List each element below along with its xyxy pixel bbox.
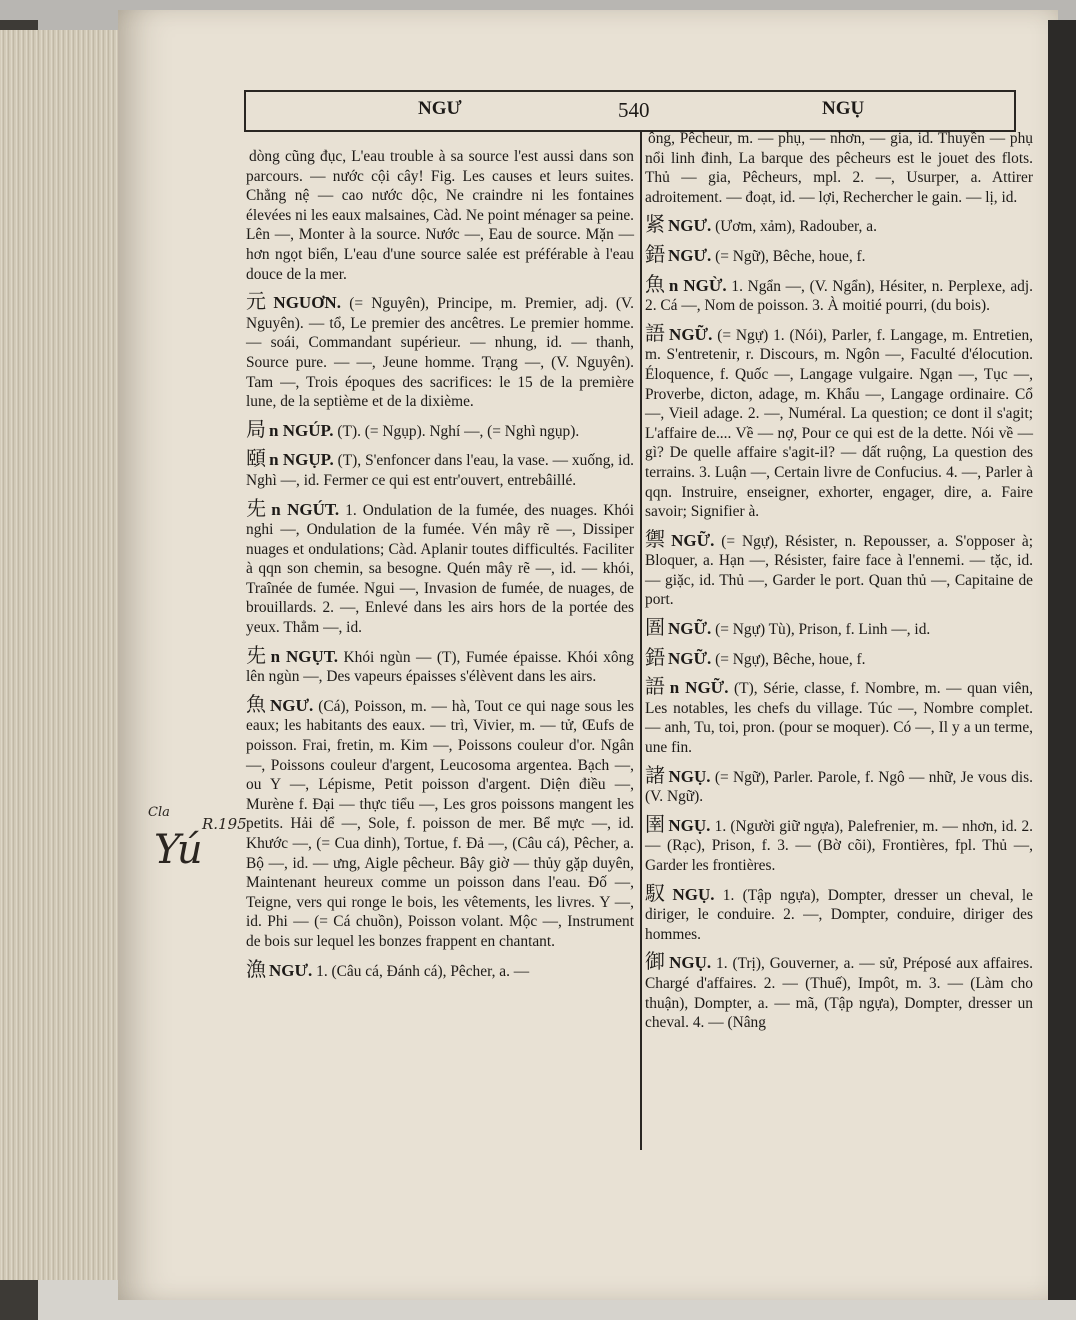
dictionary-entry [246, 446, 635, 490]
dictionary-entry [645, 212, 1033, 237]
handwritten-note-c: R.195 [202, 815, 247, 833]
entry-character: 鋙 [645, 241, 665, 266]
entry-character: 鋙 [645, 644, 665, 669]
dictionary-entry [645, 320, 1033, 522]
entry-character: 圉 [645, 811, 666, 836]
entry-headword: NGUƠN. [273, 293, 341, 313]
dictionary-entry [246, 145, 634, 284]
dictionary-entry [246, 691, 634, 952]
entry-character: 魚 [246, 691, 268, 716]
entry-character: 語 [645, 320, 667, 345]
entry-character: 局 [246, 416, 266, 441]
entry-character: 兂 [246, 495, 269, 520]
header-right-word: NGỤ [822, 98, 865, 119]
dictionary-entry [645, 615, 1033, 640]
page-edges [0, 30, 128, 1280]
entry-headword: NGƯ. [269, 960, 313, 980]
page-header [244, 90, 1016, 132]
dictionary-entry [645, 674, 1033, 757]
entry-text: dòng cũng đục, L'eau trouble à sa source l'est aussi dans son parcours. — nước cội cây! Fig. Les causes et leurs suites. Chẳng nệ — cao nước dộc, Ne craindre ni les fontaines élevées ni les eaux malsaines, Càd. Ne point ménager sa peine. Lên —, Monter à la source. Nước —, Eau de source. Mặn — hơn ngọt biển, L'eau d'une source salée est préférable à l'eau douce de la mer. [246, 148, 634, 283]
entry-text: (= Ngự), Bêche, houe, f. [715, 650, 866, 668]
entry-headword: NGỤ. [669, 953, 712, 973]
dictionary-entry [645, 644, 1033, 670]
entry-text: (= Ngự) 1. (Nói), Parler, f. Langage, m. Entretien, m. S'entretenir, r. Discours, m. Ngôn —, Faculté d'élocution. Éloquence, f. Quốc —, Langage vulgaire. Ngạn —, Tục —, Proverbe, dicton, adage, m. Khẩu —, Langage ordinaire. Cổ —, Vieil adage. 2. —, Numéral. La question; ce dont il s'agit; L'affaire de.... Về — nợ, Pour ce qui est de la dette. Nói về — gì? De quelle affaire s'agit-il? — dất ruộng, La question des terrains. 3. Luận —, Certain livre de Confucius. 4. —, Parler à qqn. Instruire, enseigner, exhorter, engager, dire, a. Faire savoir; Signifier à. [645, 326, 1033, 521]
dictionary-entry [645, 127, 1033, 207]
dictionary-entry [645, 880, 1033, 945]
header-left-word: NGƯ [418, 98, 462, 119]
entry-headword: NGỮ. [668, 648, 712, 668]
entry-headword: NGƯ. [270, 695, 314, 715]
column-divider [640, 130, 642, 1150]
entry-character: 諸 [645, 762, 666, 787]
entry-text: 1. (Câu cá, Đánh cá), Pêcher, a. — [316, 962, 530, 980]
entry-character: 元 [246, 289, 271, 314]
dictionary-entry [645, 762, 1033, 807]
entry-headword: n NGÚP. [269, 420, 334, 440]
entry-headword: n NGỪ. [668, 275, 727, 295]
entry-text: (T), Série, classe, f. Nombre, m. — quan viên, Les notables, les chefs du village. Túc —, Nombre complet. — anh, Tu, toi, pron. (pour se moquer). Có —, Il y a un terme, une fin. [645, 680, 1033, 757]
entry-text: 1. (Tập ngựa), Dompter, dresser un cheval, le diriger, le conduire. 2. —, Dompter, conduire, diriger des hommes. [645, 886, 1033, 943]
dictionary-entry [645, 949, 1034, 1032]
entry-text: (Ươm, xảm), Radouber, a. [715, 218, 877, 236]
entry-headword: NGƯ. [668, 216, 712, 236]
entry-character: 魚 [645, 271, 666, 296]
entry-text: (= Nguyên), Principe, m. Premier, adj. (V. Nguyên). — tổ, Le premier des ancêtres. Le premier homme. — soái, Commandant supérieur. — nhung, id. — thanh, Source pure. — —, Jeune homme. Trạng —, (V. Nguyên). Tam —, Trois époques des sacrifices: le 15 de la première lune, de la septième et de la dixième. [246, 295, 635, 411]
dictionary-entry [246, 289, 635, 412]
entry-character: 兂 [246, 642, 268, 667]
entry-text: (= Ngự), Résister, n. Repousser, a. S'opposer à; Bloquer, a. Hạn —, Résister, faire face à l'ennemi. — tặc, id. — giặc, id. Thủ —, Garder le port. Quan thủ —, Capitaine de port. [645, 532, 1034, 609]
dictionary-entry [645, 811, 1033, 876]
handwritten-note-b: Yú [154, 827, 203, 873]
entry-headword: NGỮ. [669, 324, 713, 344]
entry-headword: NGỮ. [668, 619, 712, 639]
dictionary-entry [645, 526, 1034, 610]
right-column [645, 127, 1033, 1041]
entry-character: 頤 [246, 446, 267, 471]
entry-text: 1. (Người giữ ngựa), Palefrenier, m. — nhơn, id. 2. — (Rạc), Prison, f. 3. — (Bờ cõi), Frontières, fpl. Thủ —, Garder les frontières. [645, 817, 1033, 874]
entry-character: 紧 [645, 212, 665, 237]
entry-text: (T), S'enfoncer dans l'eau, la vase. — xuống, id. Nghì —, id. Fermer ce qui est entr'ouvert, entrebâillé. [246, 452, 635, 489]
entry-text: (= Ngự) Tù), Prison, f. Linh —, id. [715, 621, 931, 639]
dictionary-entry [246, 956, 634, 982]
entry-headword: NGỤ. [668, 815, 711, 835]
entry-character: 語 [645, 674, 667, 699]
entry-headword: n NGÚT. [271, 499, 340, 519]
entry-character: 御 [645, 949, 667, 974]
entry-text: ông, Pêcheur, m. — phụ, — nhơn, — gia, id. Thuyền — phụ nổi linh đinh, La barque des pêcheurs est le jouet des flots. Thủ — gia, Pêcheurs, mpl. 2. —, Usurper, a. Attirer adroitement. — đoạt, id. — lợi, Rechercher le gain. — lị, id. [645, 130, 1033, 206]
entry-headword: n NGỮ. [669, 678, 729, 698]
dictionary-entry [645, 271, 1033, 316]
entry-headword: NGỤ. [672, 884, 715, 904]
entry-text: 1. Ondulation de la fumée, des nuages. Khói nghi —, Ondulation de la fumée. Vén mây rẽ —, Dissiper nuages et ondulations; Càd. Aplanir toutes difficultés. Faciliter à qqn son chemin, sa besogne. Quén mây rẽ —, id. — khói, Traînée de fumée. Ngui —, Invasion de fumée, de nuages, de brouillards. 2. —, Enlevé dans les airs hors de la portée des yeux. Thẳm —, id. [246, 501, 635, 637]
entry-text: Khói ngùn — (T), Fumée épaisse. Khói xông lên ngùn —, Des vapeurs épaisses s'élèvent dans les airs. [246, 648, 634, 686]
entry-character: 圄 [645, 615, 665, 640]
book-right-edge [1048, 20, 1076, 1300]
entry-text: 1. (Trị), Gouverner, a. — sử, Préposé aux affaires. Chargé d'affaires. 2. — (Thuế), Impôt, m. 3. — (Làm cho thuận), Dompter, a. — mã, (Tập ngựa), Dompter, dresser un cheval. 4. — (Nâng [645, 955, 1034, 1032]
entry-character: 禦 [645, 526, 669, 551]
entry-headword: NGỮ. [671, 530, 715, 550]
entry-headword: NGỤ. [668, 766, 711, 786]
left-column [246, 145, 634, 989]
entry-character: 馭 [645, 880, 670, 905]
page-number: 540 [618, 98, 650, 122]
dictionary-entry [246, 495, 635, 638]
entry-headword: n NGỤP. [269, 450, 334, 470]
entry-headword: NGƯ. [668, 245, 712, 265]
entry-character: 漁 [246, 956, 266, 981]
handwritten-note [140, 805, 260, 895]
entry-text: 1. Ngẩn —, (V. Ngẩn), Hésiter, n. Perplexe, adj. 2. Cá —, Nom de poisson. 3. À moitié pourri, (du bois). [645, 277, 1033, 315]
dictionary-entry [246, 642, 634, 687]
entry-text: (T). (= Ngụp). Nghí —, (= Nghì ngụp). [337, 422, 580, 440]
entry-text: (= Ngữ), Parler. Parole, f. Ngô — nhữ, Je vous dis. (V. Ngữ). [645, 768, 1033, 806]
entry-text: (Cá), Poisson, m. — hà, Tout ce qui nage sous les eaux; les habitants des eaux. — trì, Vivier, m. — tử, Œufs de poisson. Frai, fretin, m. Kim —, Poissons couleur d'or. Ngân —, Poissons couleur d'argent, Leucosoma argentea. Bạch —, ou Y —, Lépisme, Petit poisson d'argent. Diện điều —, Murène f. Đại — thực tiểu —, Les gros poissons mangent les petits. Hải dể —, Sole, f. poisson de mer. Bể mực —, id. Khước —, (= Cua dinh), Tortue, f. Đả —, (Câu cá), Pêcher, a. Bộ —, id. — ưng, Aigle pêcheur. Bây giờ — thủy gặp duyên, Maintenant heureux comme un poisson dans l'eau. Đố —, Teigne, vers qui ronge le bois, les vêtements, les livres. Y —, id. Phi — (= Cá chuồn), Poisson volant. Mộc —, Instrument de bois sur lequel les bonzes frappent en chantant. [246, 697, 634, 950]
dictionary-entry [246, 416, 634, 442]
entry-text: (= Ngữ), Bêche, houe, f. [715, 247, 866, 265]
entry-headword: n NGỤT. [270, 646, 339, 666]
dictionary-entry [645, 241, 1033, 267]
handwritten-note-a: Cla [148, 805, 170, 820]
